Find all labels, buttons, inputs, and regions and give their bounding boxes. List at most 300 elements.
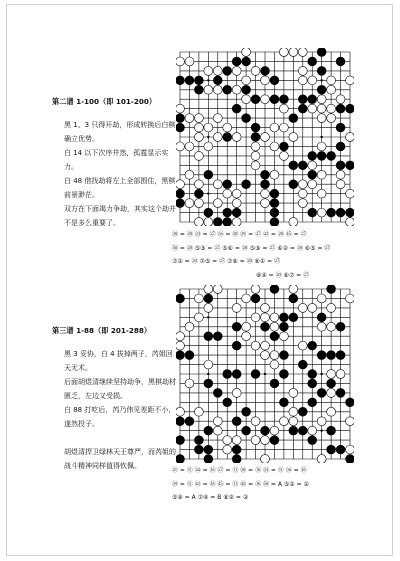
black-stone xyxy=(194,436,203,445)
white-stone xyxy=(261,133,270,142)
black-stone xyxy=(270,285,279,293)
white-stone xyxy=(176,341,184,350)
black-stone xyxy=(289,426,298,435)
black-stone xyxy=(346,104,354,113)
note-line: ㉑ = ⑪ ㉔ = ⑯ ㉗ = ⑪ ㉚ = ⑯ ㉝ = ⑪ ㊱ = ⑯ xyxy=(172,467,307,474)
white-stone xyxy=(213,285,222,293)
black-stone xyxy=(317,85,326,94)
black-stone xyxy=(223,398,232,407)
black-stone xyxy=(289,180,298,189)
black-stone xyxy=(223,218,232,226)
white-stone xyxy=(251,313,260,322)
white-stone xyxy=(317,294,326,303)
black-stone xyxy=(270,436,279,445)
section-title-game-1: 第二谱 1-100（即 101-200） xyxy=(52,97,157,106)
white-stone xyxy=(327,76,336,85)
paragraph: 双方在下面竭力争劫，其实这个劫并不是多么重要了。 xyxy=(64,205,176,227)
black-stone xyxy=(289,114,298,123)
paragraph: 黑 3 妥协，白 4 拔掉两子，芮姐回天无术。 xyxy=(64,350,173,372)
black-stone xyxy=(251,123,260,132)
white-stone xyxy=(308,426,317,435)
move-notes-game-1 xyxy=(172,228,358,282)
black-stone xyxy=(270,332,279,341)
black-stone xyxy=(261,180,270,189)
black-stone xyxy=(261,322,270,331)
white-stone xyxy=(317,114,326,123)
black-stone xyxy=(289,313,298,322)
white-stone xyxy=(194,313,203,322)
white-stone xyxy=(327,370,336,379)
white-stone xyxy=(194,180,203,189)
white-stone xyxy=(176,180,184,189)
black-stone xyxy=(232,208,241,217)
black-stone xyxy=(204,379,213,388)
white-stone xyxy=(261,303,270,312)
black-stone xyxy=(317,66,326,75)
white-stone xyxy=(185,322,194,331)
black-stone xyxy=(298,161,307,170)
white-stone xyxy=(289,133,298,142)
black-stone xyxy=(176,436,184,445)
white-stone xyxy=(279,48,288,56)
white-stone xyxy=(317,104,326,113)
white-stone xyxy=(336,370,345,379)
white-stone xyxy=(213,180,222,189)
black-stone xyxy=(298,426,307,435)
white-stone xyxy=(298,180,307,189)
black-stone xyxy=(298,104,307,113)
black-stone xyxy=(279,142,288,151)
white-stone xyxy=(308,161,317,170)
black-stone xyxy=(242,57,251,66)
white-stone xyxy=(204,218,213,226)
white-stone xyxy=(204,360,213,369)
white-stone xyxy=(194,133,203,142)
black-stone xyxy=(204,445,213,454)
white-stone xyxy=(194,114,203,123)
black-stone xyxy=(289,161,298,170)
white-stone xyxy=(308,303,317,312)
black-stone xyxy=(185,351,194,360)
white-stone xyxy=(261,351,270,360)
white-stone xyxy=(213,133,222,142)
black-stone xyxy=(176,351,184,360)
white-stone xyxy=(194,294,203,303)
white-stone xyxy=(317,417,326,426)
black-stone xyxy=(223,180,232,189)
black-stone xyxy=(336,123,345,132)
black-stone xyxy=(242,426,251,435)
black-stone xyxy=(232,455,241,463)
black-stone xyxy=(317,48,326,56)
black-stone xyxy=(232,104,241,113)
black-stone xyxy=(176,76,184,85)
black-stone xyxy=(327,445,336,454)
black-stone xyxy=(223,208,232,217)
black-stone xyxy=(194,85,203,94)
black-stone xyxy=(176,114,184,123)
white-stone xyxy=(298,303,307,312)
white-stone xyxy=(204,85,213,94)
white-stone xyxy=(327,407,336,416)
black-stone xyxy=(204,208,213,217)
white-stone xyxy=(298,189,307,198)
white-stone xyxy=(185,57,194,66)
white-stone xyxy=(185,199,194,208)
black-stone xyxy=(185,417,194,426)
black-stone xyxy=(289,294,298,303)
note-line: ㉚ = ⑳ ㉝ = ㉗ ㊱ = ⑳ ㊴ = ㉗ ㊷ = ⑳ ㊺ = ㉗ xyxy=(172,231,307,238)
black-stone xyxy=(223,85,232,94)
black-stone xyxy=(308,57,317,66)
white-stone xyxy=(204,123,213,132)
white-stone xyxy=(213,417,222,426)
white-stone xyxy=(194,123,203,132)
white-stone xyxy=(232,66,241,75)
black-stone xyxy=(270,76,279,85)
white-stone xyxy=(251,436,260,445)
black-stone xyxy=(204,426,213,435)
white-stone xyxy=(232,85,241,94)
white-stone xyxy=(270,322,279,331)
black-stone xyxy=(232,57,241,66)
black-stone xyxy=(270,199,279,208)
paragraph: 黑 1、3 只得开劫，形成转换后白棋确立优势。 xyxy=(64,121,176,143)
black-stone xyxy=(279,322,288,331)
black-stone xyxy=(213,76,222,85)
paragraph: 白 48 借找劫将左上全部围住，黑棋前景渺茫。 xyxy=(64,177,176,199)
black-stone xyxy=(232,322,241,331)
black-stone xyxy=(204,455,213,463)
white-stone xyxy=(270,123,279,132)
black-stone xyxy=(176,189,184,198)
white-stone xyxy=(327,388,336,397)
white-stone xyxy=(317,322,326,331)
white-stone xyxy=(289,285,298,293)
white-stone xyxy=(289,48,298,56)
go-board-game-1 xyxy=(176,48,354,226)
paragraph: 后面胡煜清继续坚持劫争，黑棋劫材匮乏，左边又受损。 xyxy=(64,378,176,400)
white-stone xyxy=(261,189,270,198)
white-stone xyxy=(270,351,279,360)
white-stone xyxy=(242,76,251,85)
black-stone xyxy=(232,370,241,379)
black-stone xyxy=(279,351,288,360)
black-stone xyxy=(194,76,203,85)
black-stone xyxy=(346,455,354,463)
black-stone xyxy=(336,208,345,217)
white-stone xyxy=(232,199,241,208)
white-stone xyxy=(223,445,232,454)
white-stone xyxy=(279,104,288,113)
black-stone xyxy=(308,398,317,407)
white-stone xyxy=(176,142,184,151)
white-stone xyxy=(232,189,241,198)
white-stone xyxy=(223,436,232,445)
white-stone xyxy=(289,218,298,226)
black-stone xyxy=(336,388,345,397)
black-stone xyxy=(336,142,345,151)
black-stone xyxy=(176,199,184,208)
black-stone xyxy=(346,161,354,170)
black-stone xyxy=(336,445,345,454)
black-stone xyxy=(327,208,336,217)
black-stone xyxy=(346,208,354,217)
white-stone xyxy=(346,445,354,454)
white-stone xyxy=(261,436,270,445)
black-stone xyxy=(232,341,241,350)
move-notes-game-2 xyxy=(172,464,358,505)
white-stone xyxy=(194,199,203,208)
white-stone xyxy=(317,142,326,151)
white-stone xyxy=(251,151,260,160)
white-stone xyxy=(261,95,270,104)
black-stone xyxy=(327,351,336,360)
black-stone xyxy=(176,417,184,426)
black-stone xyxy=(194,189,203,198)
note-line: ⑧④ = ⑳ ⑧⑦ = ㉗ xyxy=(256,271,310,279)
white-stone xyxy=(232,133,241,142)
white-stone xyxy=(346,189,354,198)
white-stone xyxy=(251,417,260,426)
white-stone xyxy=(242,294,251,303)
note-line: ⑦② = ⑳ ⑦⑤ = ㉗ ⑦⑧ = ⑳ ⑧① = ㉗ xyxy=(172,258,281,265)
white-stone xyxy=(242,95,251,104)
black-stone xyxy=(223,133,232,142)
white-stone xyxy=(213,114,222,123)
paragraph: 胡煜清捍卫绿林天王尊严，而芮姐的战斗精神同样值得钦佩。 xyxy=(64,448,176,470)
white-stone xyxy=(242,48,251,56)
white-stone xyxy=(251,285,260,293)
white-stone xyxy=(261,76,270,85)
black-stone xyxy=(223,370,232,379)
white-stone xyxy=(279,332,288,341)
white-stone xyxy=(270,360,279,369)
paragraph: 白 88 打吃后，芮乃伟见差距不小，遂然投子。 xyxy=(64,406,176,428)
white-stone xyxy=(346,76,354,85)
white-stone xyxy=(213,85,222,94)
note-line: ⑤⑨ = A ⑦④ = B ⑧② = ② xyxy=(172,494,249,501)
white-stone xyxy=(317,208,326,217)
white-stone xyxy=(346,133,354,142)
white-stone xyxy=(213,66,222,75)
black-stone xyxy=(308,208,317,217)
white-stone xyxy=(327,303,336,312)
black-stone xyxy=(298,407,307,416)
white-stone xyxy=(176,332,184,341)
black-stone xyxy=(327,285,336,293)
black-stone xyxy=(298,360,307,369)
black-stone xyxy=(317,313,326,322)
white-stone xyxy=(317,455,326,463)
black-stone xyxy=(308,370,317,379)
white-stone xyxy=(289,417,298,426)
white-stone xyxy=(232,218,241,226)
white-stone xyxy=(251,161,260,170)
white-stone xyxy=(242,332,251,341)
white-stone xyxy=(232,436,241,445)
white-stone xyxy=(194,218,203,226)
white-stone xyxy=(261,199,270,208)
white-stone xyxy=(327,114,336,123)
black-stone xyxy=(261,426,270,435)
black-stone xyxy=(242,180,251,189)
black-stone xyxy=(308,170,317,179)
white-stone xyxy=(251,66,260,75)
black-stone xyxy=(270,95,279,104)
white-stone xyxy=(251,142,260,151)
white-stone xyxy=(298,66,307,75)
white-stone xyxy=(298,76,307,85)
black-stone xyxy=(308,341,317,350)
black-stone xyxy=(223,66,232,75)
white-stone xyxy=(327,85,336,94)
black-stone xyxy=(336,351,345,360)
white-stone xyxy=(327,104,336,113)
black-stone xyxy=(242,407,251,416)
black-stone xyxy=(251,370,260,379)
white-stone xyxy=(223,189,232,198)
black-stone xyxy=(176,123,184,132)
black-stone xyxy=(298,95,307,104)
white-stone xyxy=(346,294,354,303)
black-stone xyxy=(194,445,203,454)
white-stone xyxy=(308,76,317,85)
black-stone xyxy=(232,417,241,426)
white-stone xyxy=(185,114,194,123)
white-stone xyxy=(327,322,336,331)
black-stone xyxy=(317,151,326,160)
black-stone xyxy=(251,294,260,303)
black-stone xyxy=(204,332,213,341)
white-stone xyxy=(232,388,241,397)
white-stone xyxy=(204,142,213,151)
black-stone xyxy=(204,170,213,179)
white-stone xyxy=(279,417,288,426)
commentary-game-2 xyxy=(64,347,176,473)
black-stone xyxy=(336,161,345,170)
white-stone xyxy=(298,48,307,56)
black-stone xyxy=(270,189,279,198)
white-stone xyxy=(223,123,232,132)
black-stone xyxy=(261,170,270,179)
black-stone xyxy=(176,294,184,303)
black-stone xyxy=(251,133,260,142)
black-stone xyxy=(213,218,222,226)
white-stone xyxy=(346,417,354,426)
black-stone xyxy=(185,76,194,85)
white-stone xyxy=(270,426,279,435)
white-stone xyxy=(194,151,203,160)
white-stone xyxy=(204,66,213,75)
black-stone xyxy=(336,322,345,331)
black-stone xyxy=(270,208,279,217)
go-board-game-2 xyxy=(176,285,354,463)
white-stone xyxy=(317,189,326,198)
white-stone xyxy=(298,341,307,350)
white-stone xyxy=(242,322,251,331)
white-stone xyxy=(308,180,317,189)
black-stone xyxy=(270,218,279,226)
white-stone xyxy=(346,218,354,226)
black-stone xyxy=(327,379,336,388)
black-stone xyxy=(336,104,345,113)
white-stone xyxy=(176,104,184,113)
black-stone xyxy=(242,85,251,94)
section-title-game-2: 第三谱 1-88（即 201-288） xyxy=(52,326,152,335)
white-stone xyxy=(261,341,270,350)
white-stone xyxy=(176,57,184,66)
black-stone xyxy=(317,388,326,397)
white-stone xyxy=(336,95,345,104)
white-stone xyxy=(317,95,326,104)
white-stone xyxy=(279,151,288,160)
black-stone xyxy=(327,426,336,435)
black-stone xyxy=(261,66,270,75)
black-stone xyxy=(327,151,336,160)
black-stone xyxy=(279,313,288,322)
white-stone xyxy=(213,199,222,208)
black-stone xyxy=(308,379,317,388)
black-stone xyxy=(251,95,260,104)
white-stone xyxy=(185,379,194,388)
white-stone xyxy=(289,388,298,397)
note-line: ㊴ = ⑪ ㊷ = ⑯ ㊺ = ⑪ ㊽ = ⑯ ㊿ = A ⑤② = ② xyxy=(172,480,309,488)
paragraph: 白 14 以下次序井然，孤霆显示实力。 xyxy=(64,149,169,171)
white-stone xyxy=(336,180,345,189)
white-stone xyxy=(213,426,222,435)
white-stone xyxy=(270,170,279,179)
white-stone xyxy=(204,285,213,293)
white-stone xyxy=(232,303,241,312)
commentary-game-1 xyxy=(64,118,176,230)
black-stone xyxy=(270,379,279,388)
black-stone xyxy=(279,370,288,379)
black-stone xyxy=(213,332,222,341)
black-stone xyxy=(308,151,317,160)
white-stone xyxy=(279,123,288,132)
black-stone xyxy=(176,455,184,463)
white-stone xyxy=(270,313,279,322)
black-stone xyxy=(242,114,251,123)
white-stone xyxy=(289,407,298,416)
black-stone xyxy=(213,388,222,397)
black-stone xyxy=(279,95,288,104)
white-stone xyxy=(270,142,279,151)
white-stone xyxy=(185,142,194,151)
white-stone xyxy=(298,199,307,208)
white-stone xyxy=(251,341,260,350)
white-stone xyxy=(336,170,345,179)
white-stone xyxy=(317,170,326,179)
note-line: ㊿ = ⑳ ⑤③ = ㉗ ⑤⑥ = ⑳ ⑤⑨ = ㉗ ⑥② = ⑳ ⑥⑤ = ㉗ xyxy=(172,244,331,252)
black-stone xyxy=(308,436,317,445)
white-stone xyxy=(308,104,317,113)
white-stone xyxy=(185,170,194,179)
black-stone xyxy=(308,95,317,104)
white-stone xyxy=(176,407,184,416)
white-stone xyxy=(204,303,213,312)
black-stone xyxy=(232,445,241,454)
white-stone xyxy=(261,455,270,463)
black-stone xyxy=(317,351,326,360)
black-stone xyxy=(279,398,288,407)
black-stone xyxy=(346,398,354,407)
black-stone xyxy=(336,57,345,66)
white-stone xyxy=(261,313,270,322)
black-stone xyxy=(204,294,213,303)
white-stone xyxy=(194,407,203,416)
